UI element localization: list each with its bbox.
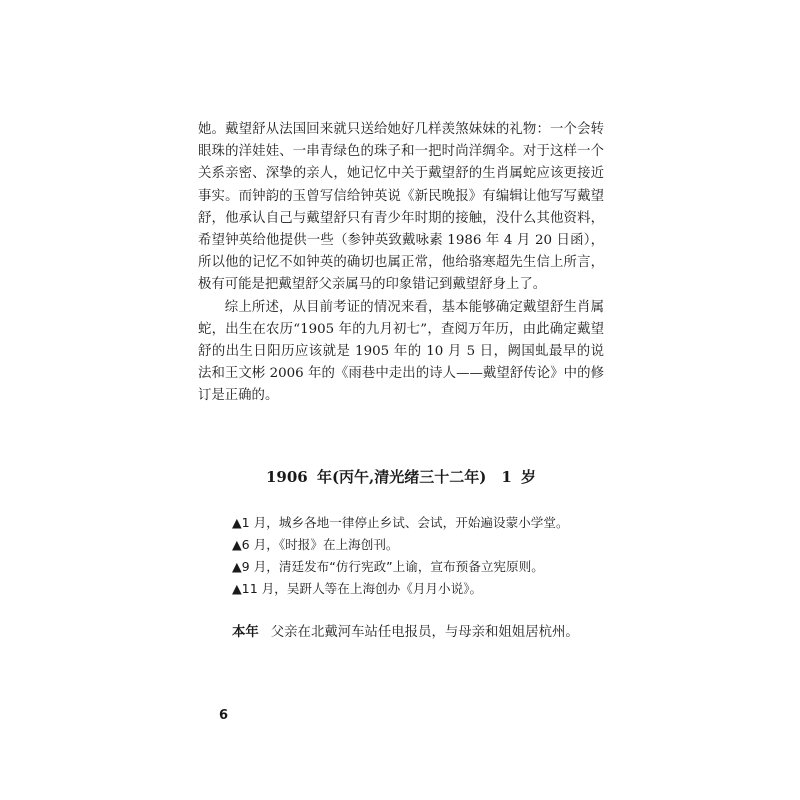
body-text xyxy=(198,119,604,408)
events-list xyxy=(232,512,612,600)
this-year-text: 父亲在北戴河车站任电报员，与母亲和姐姐居杭州。 xyxy=(270,625,579,640)
paragraph-conclusion: 综上所述，从目前考证的情况来看，基本能够确定戴望舒生肖属蛇，出生在农历“1905 年的九月初七”，查阅万年历，由此确定戴望舒的出生日阳历应该就是 1905 年的 10 月 5 日，阙国虬最早的说法和王文彬 2006 年的《雨巷中走出的诗人——戴望舒传论》中的修订是正确的。 xyxy=(198,299,604,404)
event-item: ▲11 月，吴趼人等在上海创办《月月小说》。 xyxy=(232,581,483,596)
page-number: 6 xyxy=(219,708,229,723)
year-heading: 1906 年(丙午,清光绪三十二年) 1 岁 xyxy=(265,468,537,486)
event-item: ▲1 月，城乡各地一律停止乡试、会试，开始遍设蒙小学堂。 xyxy=(232,515,569,530)
event-item: ▲6 月，《时报》在上海创刊。 xyxy=(232,537,399,552)
this-year-label: 本年 xyxy=(232,625,259,640)
event-item: ▲9 月，清廷发布“仿行宪政”上谕，宣布预备立宪原则。 xyxy=(232,559,544,574)
paragraph-continued: 她。戴望舒从法国回来就只送给她好几样羡煞妹妹的礼物：一个会转眼珠的洋娃娃、一串青绿色的珠子和一把时尚洋绸伞。对于这样一个关系亲密、深挚的亲人，她记忆中关于戴望舒的生肖属蛇应该更接近事实。而钟韵的玉曾写信给钟英说《新民晚报》有编辑让他写写戴望舒，他承认自己与戴望舒只有青少年时期的接触，没什么其他资料，希望钟英给他提供一些（参钟英致戴咏素 1986 年 4 月 20 日函），所以他的记忆不如钟英的确切也属正常，他给骆寒超先生信上所言，极有可能是把戴望舒父亲属马的印象错记到戴望舒身上了。 xyxy=(198,122,604,293)
this-year-note xyxy=(232,622,612,644)
